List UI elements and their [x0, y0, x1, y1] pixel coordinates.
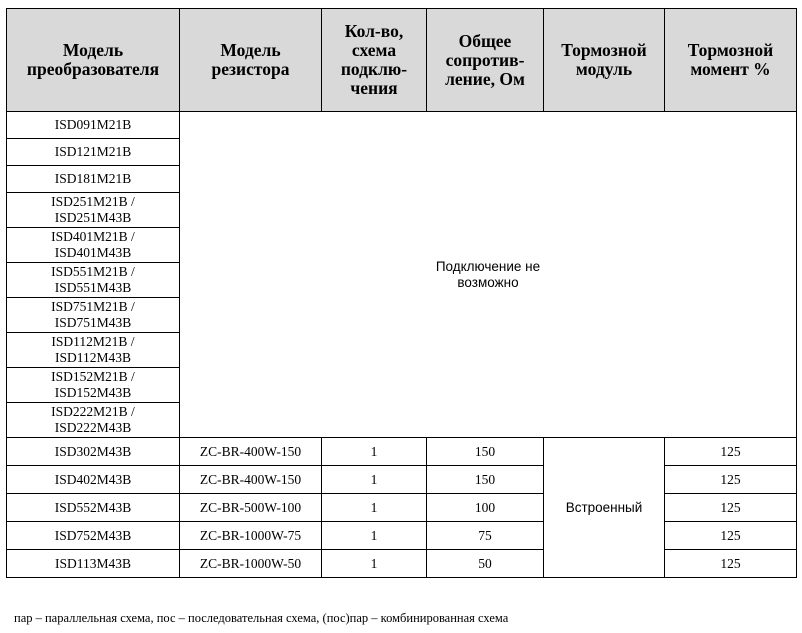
header-braking-torque: Тормозной момент %	[665, 9, 797, 112]
converter-model-cell	[7, 263, 180, 298]
no-connection-text: Подключение не возможно	[435, 258, 541, 290]
converter-model-cell: ISD752M43B	[7, 522, 180, 550]
resistor-model-cell: ZC-BR-400W-150	[180, 466, 322, 494]
table-header-row	[7, 9, 797, 112]
table-row	[7, 112, 797, 139]
converter-model-cell: ISD302M43B	[7, 438, 180, 466]
converter-model-cell: ISD552M43B	[7, 494, 180, 522]
torque-cell: 125	[665, 550, 797, 578]
converter-model-text: ISD751M21B / ISD751M43B	[51, 299, 135, 330]
converter-model-cell: ISD181M21B	[7, 166, 180, 193]
converter-model-text: ISD251M21B / ISD251M43B	[51, 194, 135, 225]
count-cell: 1	[322, 494, 427, 522]
header-resistor-model: Модель резистора	[180, 9, 322, 112]
converter-model-cell	[7, 333, 180, 368]
header-count-scheme: Кол-во, схема подклю-чения	[322, 9, 427, 112]
no-connection-note	[180, 112, 797, 438]
table-row	[7, 466, 797, 494]
converter-model-cell: ISD091M21B	[7, 112, 180, 139]
resistance-cell: 100	[427, 494, 544, 522]
converter-model-cell	[7, 298, 180, 333]
resistor-model-cell: ZC-BR-500W-100	[180, 494, 322, 522]
torque-cell: 125	[665, 494, 797, 522]
resistance-cell: 75	[427, 522, 544, 550]
resistance-cell: 50	[427, 550, 544, 578]
table-row	[7, 522, 797, 550]
table-row	[7, 494, 797, 522]
count-cell: 1	[322, 522, 427, 550]
converter-model-text: ISD112M21B / ISD112M43B	[51, 334, 135, 365]
table-row	[7, 438, 797, 466]
count-cell: 1	[322, 438, 427, 466]
converter-model-cell: ISD113M43B	[7, 550, 180, 578]
converter-model-cell	[7, 228, 180, 263]
converter-model-cell	[7, 193, 180, 228]
header-braking-module: Тормозной модуль	[544, 9, 665, 112]
torque-cell: 125	[665, 522, 797, 550]
converter-model-text: ISD401M21B / ISD401M43B	[51, 229, 135, 260]
converter-model-cell	[7, 403, 180, 438]
resistor-model-cell: ZC-BR-1000W-50	[180, 550, 322, 578]
converter-model-cell	[7, 368, 180, 403]
converter-model-cell: ISD402M43B	[7, 466, 180, 494]
resistor-model-cell: ZC-BR-400W-150	[180, 438, 322, 466]
count-cell: 1	[322, 466, 427, 494]
resistance-cell: 150	[427, 466, 544, 494]
converter-model-text: ISD152M21B / ISD152M43B	[51, 369, 135, 400]
header-total-resistance: Общее сопротив-ление, Ом	[427, 9, 544, 112]
count-cell: 1	[322, 550, 427, 578]
resistance-cell: 150	[427, 438, 544, 466]
resistor-model-cell: ZC-BR-1000W-75	[180, 522, 322, 550]
converter-model-text: ISD551M21B / ISD551M43B	[51, 264, 135, 295]
torque-cell: 125	[665, 438, 797, 466]
braking-module-cell: Встроенный	[544, 438, 665, 578]
braking-resistor-table-wrapper	[6, 8, 797, 578]
converter-model-text: ISD222M21B / ISD222M43B	[51, 404, 135, 435]
header-converter-model: Модель преобразователя	[7, 9, 180, 112]
footnote-legend: пар – параллельная схема, пос – последовательная схема, (пос)пар – комбинированная схема	[14, 611, 509, 625]
table-row	[7, 550, 797, 578]
braking-resistor-table	[6, 8, 797, 578]
torque-cell: 125	[665, 466, 797, 494]
converter-model-cell: ISD121M21B	[7, 139, 180, 166]
